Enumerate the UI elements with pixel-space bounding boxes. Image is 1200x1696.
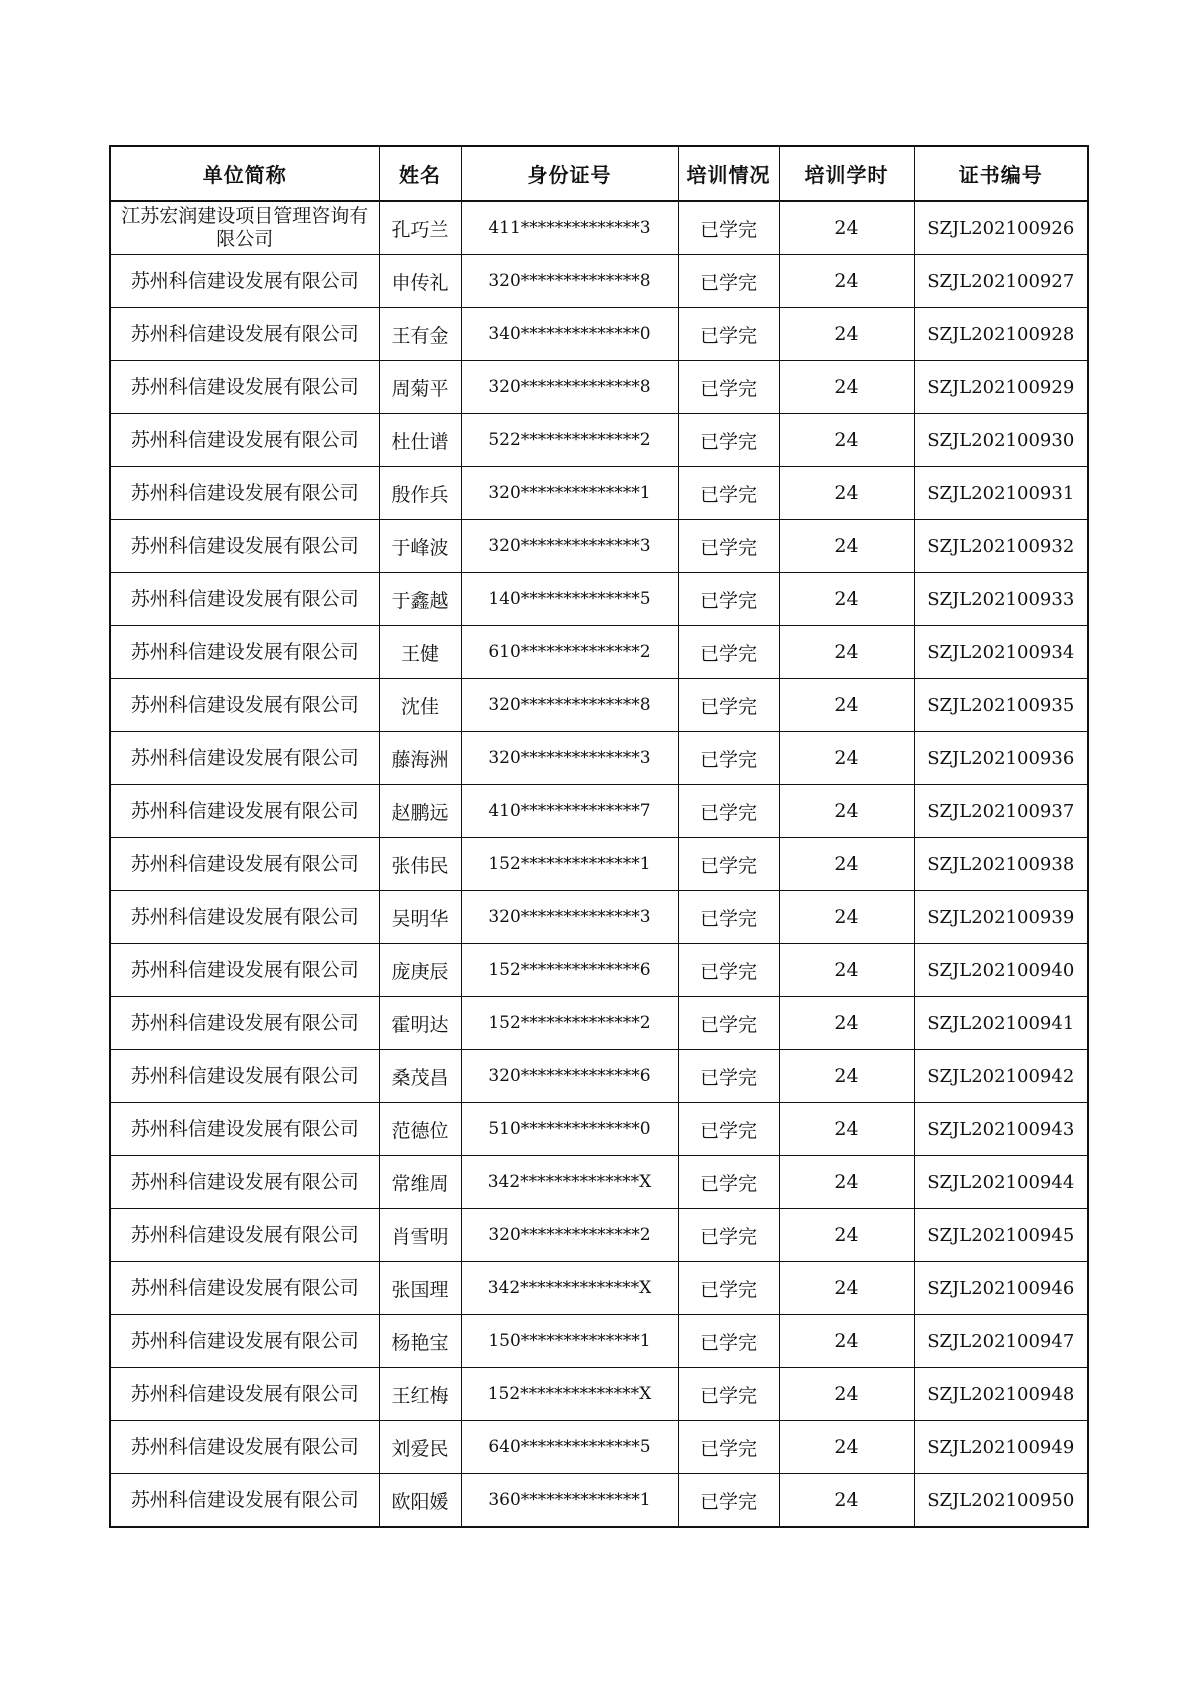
header-row — [110, 146, 1088, 201]
cell-hours: 24 — [779, 1262, 914, 1315]
cell-status: 已学完 — [678, 1474, 779, 1528]
cell-cert-number: SZJL202100950 — [914, 1474, 1088, 1528]
cell-cert-number: SZJL202100939 — [914, 891, 1088, 944]
cell-id-number: 510**************0 — [461, 1103, 678, 1156]
cell-cert-number: SZJL202100943 — [914, 1103, 1088, 1156]
cell-cert-number: SZJL202100936 — [914, 732, 1088, 785]
cell-status: 已学完 — [678, 1050, 779, 1103]
cell-id-number: 320**************8 — [461, 679, 678, 732]
cell-id-number: 152**************1 — [461, 838, 678, 891]
cell-unit: 苏州科信建设发展有限公司 — [110, 1209, 379, 1262]
table-row — [110, 997, 1088, 1050]
cell-hours: 24 — [779, 1315, 914, 1368]
cell-status: 已学完 — [678, 891, 779, 944]
cell-hours: 24 — [779, 1209, 914, 1262]
cell-name: 霍明达 — [379, 997, 461, 1050]
cell-unit: 苏州科信建设发展有限公司 — [110, 997, 379, 1050]
table-row — [110, 1050, 1088, 1103]
cell-hours: 24 — [779, 1103, 914, 1156]
cell-hours: 24 — [779, 944, 914, 997]
cell-cert-number: SZJL202100944 — [914, 1156, 1088, 1209]
cell-unit: 苏州科信建设发展有限公司 — [110, 1103, 379, 1156]
cell-cert-number: SZJL202100937 — [914, 785, 1088, 838]
cell-hours: 24 — [779, 785, 914, 838]
table-row — [110, 679, 1088, 732]
cell-name: 肖雪明 — [379, 1209, 461, 1262]
cell-name: 于峰波 — [379, 520, 461, 573]
header-cert: 证书编号 — [914, 146, 1088, 201]
cell-cert-number: SZJL202100948 — [914, 1368, 1088, 1421]
cell-unit: 苏州科信建设发展有限公司 — [110, 467, 379, 520]
table-body — [110, 201, 1088, 1527]
cell-cert-number: SZJL202100934 — [914, 626, 1088, 679]
cell-cert-number: SZJL202100946 — [914, 1262, 1088, 1315]
cell-name: 王有金 — [379, 308, 461, 361]
table-row — [110, 891, 1088, 944]
table-row — [110, 201, 1088, 255]
cell-id-number: 410**************7 — [461, 785, 678, 838]
table-row — [110, 1103, 1088, 1156]
cell-id-number: 320**************8 — [461, 255, 678, 308]
cell-name: 王红梅 — [379, 1368, 461, 1421]
cell-unit: 苏州科信建设发展有限公司 — [110, 626, 379, 679]
cell-cert-number: SZJL202100929 — [914, 361, 1088, 414]
table-row — [110, 1156, 1088, 1209]
table-row — [110, 1262, 1088, 1315]
cell-name: 欧阳媛 — [379, 1474, 461, 1528]
cell-status: 已学完 — [678, 838, 779, 891]
cell-unit: 苏州科信建设发展有限公司 — [110, 414, 379, 467]
cell-id-number: 152**************2 — [461, 997, 678, 1050]
cell-status: 已学完 — [678, 1421, 779, 1474]
cell-status: 已学完 — [678, 520, 779, 573]
cell-name: 周菊平 — [379, 361, 461, 414]
table-row — [110, 626, 1088, 679]
cell-name: 孔巧兰 — [379, 201, 461, 255]
cell-name: 沈佳 — [379, 679, 461, 732]
cell-status: 已学完 — [678, 1368, 779, 1421]
cell-unit: 苏州科信建设发展有限公司 — [110, 944, 379, 997]
header-id: 身份证号 — [461, 146, 678, 201]
cell-id-number: 152**************6 — [461, 944, 678, 997]
cell-unit: 苏州科信建设发展有限公司 — [110, 573, 379, 626]
cell-status: 已学完 — [678, 679, 779, 732]
cell-hours: 24 — [779, 361, 914, 414]
cell-id-number: 320**************3 — [461, 520, 678, 573]
table-row — [110, 573, 1088, 626]
cell-status: 已学完 — [678, 1156, 779, 1209]
cell-hours: 24 — [779, 679, 914, 732]
table-row — [110, 1474, 1088, 1528]
cell-status: 已学完 — [678, 201, 779, 255]
cell-id-number: 140**************5 — [461, 573, 678, 626]
cell-id-number: 320**************8 — [461, 361, 678, 414]
cell-id-number: 522**************2 — [461, 414, 678, 467]
cell-status: 已学完 — [678, 414, 779, 467]
cell-status: 已学完 — [678, 308, 779, 361]
cell-cert-number: SZJL202100932 — [914, 520, 1088, 573]
cell-hours: 24 — [779, 1368, 914, 1421]
table-row — [110, 361, 1088, 414]
cell-cert-number: SZJL202100926 — [914, 201, 1088, 255]
cell-cert-number: SZJL202100942 — [914, 1050, 1088, 1103]
cell-cert-number: SZJL202100938 — [914, 838, 1088, 891]
cell-hours: 24 — [779, 573, 914, 626]
cell-name: 藤海洲 — [379, 732, 461, 785]
cell-id-number: 360**************1 — [461, 1474, 678, 1528]
cell-id-number: 320**************6 — [461, 1050, 678, 1103]
cell-cert-number: SZJL202100927 — [914, 255, 1088, 308]
cell-status: 已学完 — [678, 944, 779, 997]
cell-name: 桑茂昌 — [379, 1050, 461, 1103]
cell-name: 刘爱民 — [379, 1421, 461, 1474]
cell-cert-number: SZJL202100945 — [914, 1209, 1088, 1262]
cell-hours: 24 — [779, 891, 914, 944]
header-name: 姓名 — [379, 146, 461, 201]
cell-hours: 24 — [779, 1156, 914, 1209]
table-row — [110, 467, 1088, 520]
cell-status: 已学完 — [678, 573, 779, 626]
cell-name: 常维周 — [379, 1156, 461, 1209]
table-header — [110, 146, 1088, 201]
training-roster-table — [109, 145, 1089, 1528]
cell-hours: 24 — [779, 1050, 914, 1103]
cell-hours: 24 — [779, 308, 914, 361]
cell-hours: 24 — [779, 1421, 914, 1474]
cell-unit: 苏州科信建设发展有限公司 — [110, 1156, 379, 1209]
table-row — [110, 255, 1088, 308]
cell-hours: 24 — [779, 467, 914, 520]
cell-cert-number: SZJL202100931 — [914, 467, 1088, 520]
cell-hours: 24 — [779, 732, 914, 785]
cell-hours: 24 — [779, 997, 914, 1050]
cell-hours: 24 — [779, 520, 914, 573]
table-row — [110, 1315, 1088, 1368]
cell-hours: 24 — [779, 838, 914, 891]
cell-cert-number: SZJL202100933 — [914, 573, 1088, 626]
cell-id-number: 640**************5 — [461, 1421, 678, 1474]
cell-unit: 苏州科信建设发展有限公司 — [110, 255, 379, 308]
cell-status: 已学完 — [678, 1262, 779, 1315]
cell-cert-number: SZJL202100935 — [914, 679, 1088, 732]
cell-status: 已学完 — [678, 1209, 779, 1262]
cell-status: 已学完 — [678, 1103, 779, 1156]
cell-unit: 苏州科信建设发展有限公司 — [110, 838, 379, 891]
cell-name: 范德位 — [379, 1103, 461, 1156]
cell-name: 杨艳宝 — [379, 1315, 461, 1368]
cell-cert-number: SZJL202100949 — [914, 1421, 1088, 1474]
table-row — [110, 732, 1088, 785]
cell-name: 吴明华 — [379, 891, 461, 944]
cell-name: 赵鹏远 — [379, 785, 461, 838]
cell-unit: 江苏宏润建设项目管理咨询有限公司 — [110, 201, 379, 255]
cell-status: 已学完 — [678, 255, 779, 308]
cell-status: 已学完 — [678, 1315, 779, 1368]
table-row — [110, 308, 1088, 361]
cell-hours: 24 — [779, 201, 914, 255]
cell-unit: 苏州科信建设发展有限公司 — [110, 1368, 379, 1421]
cell-id-number: 150**************1 — [461, 1315, 678, 1368]
cell-status: 已学完 — [678, 361, 779, 414]
cell-unit: 苏州科信建设发展有限公司 — [110, 1421, 379, 1474]
cell-status: 已学完 — [678, 626, 779, 679]
table-row — [110, 1421, 1088, 1474]
cell-unit: 苏州科信建设发展有限公司 — [110, 308, 379, 361]
cell-status: 已学完 — [678, 785, 779, 838]
cell-hours: 24 — [779, 414, 914, 467]
cell-hours: 24 — [779, 255, 914, 308]
cell-unit: 苏州科信建设发展有限公司 — [110, 785, 379, 838]
header-hours: 培训学时 — [779, 146, 914, 201]
cell-status: 已学完 — [678, 997, 779, 1050]
table-row — [110, 1368, 1088, 1421]
cell-cert-number: SZJL202100947 — [914, 1315, 1088, 1368]
cell-cert-number: SZJL202100928 — [914, 308, 1088, 361]
cell-name: 殷作兵 — [379, 467, 461, 520]
cell-name: 于鑫越 — [379, 573, 461, 626]
cell-unit: 苏州科信建设发展有限公司 — [110, 1262, 379, 1315]
cell-id-number: 340**************0 — [461, 308, 678, 361]
table-row — [110, 785, 1088, 838]
table-row — [110, 838, 1088, 891]
header-unit: 单位简称 — [110, 146, 379, 201]
cell-name: 庞庚辰 — [379, 944, 461, 997]
cell-id-number: 320**************1 — [461, 467, 678, 520]
cell-name: 杜仕谱 — [379, 414, 461, 467]
cell-status: 已学完 — [678, 467, 779, 520]
cell-unit: 苏州科信建设发展有限公司 — [110, 1315, 379, 1368]
cell-unit: 苏州科信建设发展有限公司 — [110, 361, 379, 414]
training-roster-sheet — [109, 145, 1087, 1528]
cell-name: 张伟民 — [379, 838, 461, 891]
cell-id-number: 152**************X — [461, 1368, 678, 1421]
cell-id-number: 320**************3 — [461, 891, 678, 944]
cell-name: 申传礼 — [379, 255, 461, 308]
cell-status: 已学完 — [678, 732, 779, 785]
header-status: 培训情况 — [678, 146, 779, 201]
cell-id-number: 320**************2 — [461, 1209, 678, 1262]
cell-hours: 24 — [779, 626, 914, 679]
cell-unit: 苏州科信建设发展有限公司 — [110, 732, 379, 785]
cell-id-number: 610**************2 — [461, 626, 678, 679]
cell-cert-number: SZJL202100940 — [914, 944, 1088, 997]
cell-cert-number: SZJL202100941 — [914, 997, 1088, 1050]
table-row — [110, 520, 1088, 573]
cell-name: 张国理 — [379, 1262, 461, 1315]
cell-id-number: 411**************3 — [461, 201, 678, 255]
cell-hours: 24 — [779, 1474, 914, 1528]
cell-unit: 苏州科信建设发展有限公司 — [110, 891, 379, 944]
cell-id-number: 342**************X — [461, 1262, 678, 1315]
cell-name: 王健 — [379, 626, 461, 679]
table-row — [110, 414, 1088, 467]
cell-unit: 苏州科信建设发展有限公司 — [110, 1050, 379, 1103]
table-row — [110, 944, 1088, 997]
cell-unit: 苏州科信建设发展有限公司 — [110, 1474, 379, 1528]
cell-unit: 苏州科信建设发展有限公司 — [110, 520, 379, 573]
cell-unit: 苏州科信建设发展有限公司 — [110, 679, 379, 732]
cell-id-number: 342**************X — [461, 1156, 678, 1209]
cell-id-number: 320**************3 — [461, 732, 678, 785]
table-row — [110, 1209, 1088, 1262]
cell-cert-number: SZJL202100930 — [914, 414, 1088, 467]
